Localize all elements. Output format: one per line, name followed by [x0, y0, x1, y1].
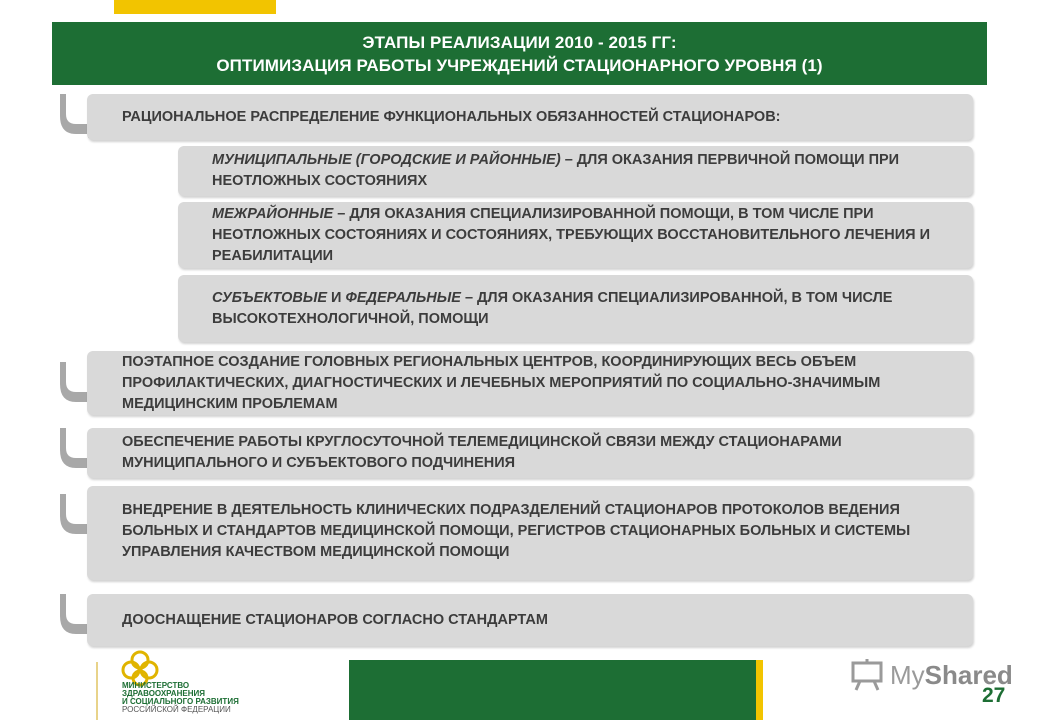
watermark-my: My: [890, 659, 925, 690]
item-emphasis: МУНИЦИПАЛЬНЫЕ (ГОРОДСКИЕ И РАЙОННЫЕ): [212, 152, 561, 168]
item-emphasis: МЕЖРАЙОННЫЕ: [212, 205, 334, 222]
item-text: – ДЛЯ ОКАЗАНИЯ ПЕРВИЧНОЙ ПОМОЩИ ПРИ НЕОТЛОЖНЫХ СОСТОЯНИЯХ: [212, 152, 900, 189]
watermark-shared: Shared: [924, 659, 1013, 690]
ministry-line: И СОЦИАЛЬНОГО РАЗВИТИЯ: [122, 697, 239, 706]
item-text: – ДЛЯ ОКАЗАНИЯ СПЕЦИАЛИЗИРОВАННОЙ, В ТОМ ЧИСЛЕ ВЫСОКОТЕХНОЛОГИЧНОЙ, ПОМОЩИ: [212, 289, 893, 327]
list-item: [87, 428, 973, 478]
item-text: – ДЛЯ ОКАЗАНИЯ СПЕЦИАЛИЗИРОВАННОЙ ПОМОЩИ, В ТОМ ЧИСЛЕ ПРИ НЕОТЛОЖНЫХ СОСТОЯНИЯХ И СОСТОЯНИЯХ, ТРЕБУЮЩИХ ВОССТАНОВИТЕЛЬНОГО ЛЕЧЕНИЯ И РЕАБИЛИТАЦИИ: [212, 205, 931, 264]
list-item: [87, 94, 973, 140]
ministry-line: РОССИЙСКОЙ ФЕДЕРАЦИИ: [122, 705, 231, 714]
list-item: [87, 486, 973, 580]
list-item: [87, 594, 973, 646]
presentation-board-icon: [850, 658, 884, 692]
footer-green-block: [349, 660, 756, 720]
footer-divider: [96, 662, 98, 720]
title-line-2: ОПТИМИЗАЦИЯ РАБОТЫ УЧРЕЖДЕНИЙ СТАЦИОНАРНОГО УРОВНЯ (1): [216, 55, 823, 75]
ministry-name: [122, 682, 332, 714]
list-item: [87, 351, 973, 415]
item-emphasis: ФЕДЕРАЛЬНЫЕ: [345, 289, 461, 306]
slide-title: [52, 22, 987, 85]
ministry-line: ЗДРАВООХРАНЕНИЯ: [122, 689, 205, 698]
sub-list-item: [178, 146, 973, 196]
top-accent-bar: [114, 0, 276, 14]
page-number: 27: [982, 684, 1006, 707]
item-text: И: [327, 289, 346, 306]
ministry-line: МИНИСТЕРСТВО: [122, 681, 190, 690]
item-text: РАЦИОНАЛЬНОЕ РАСПРЕДЕЛЕНИЕ ФУНКЦИОНАЛЬНЫХ ОБЯЗАННОСТЕЙ СТАЦИОНАРОВ:: [122, 108, 781, 125]
item-text: ДООСНАЩЕНИЕ СТАЦИОНАРОВ СОГЛАСНО СТАНДАРТАМ: [122, 611, 548, 628]
sub-list-item: [178, 275, 973, 342]
item-text: ОБЕСПЕЧЕНИЕ РАБОТЫ КРУГЛОСУТОЧНОЙ ТЕЛЕМЕДИЦИНСКОЙ СВЯЗИ МЕЖДУ СТАЦИОНАРАМИ МУНИЦИПАЛЬНОГО И СУБЪЕКТОВОГО ПОДЧИНЕНИЯ: [122, 434, 842, 471]
item-text: ПОЭТАПНОЕ СОЗДАНИЕ ГОЛОВНЫХ РЕГИОНАЛЬНЫХ ЦЕНТРОВ, КООРДИНИРУЮЩИХ ВЕСЬ ОБЪЕМ ПРОФИЛАКТИЧЕСКИХ, ДИАГНОСТИЧЕСКИХ И ЛЕЧЕБНЫХ МЕРОПРИЯТИЙ ПО СОЦИАЛЬНО-ЗНАЧИМЫМ МЕДИЦИНСКИМ ПРОБЛЕМАМ: [122, 353, 881, 412]
item-text: ВНЕДРЕНИЕ В ДЕЯТЕЛЬНОСТЬ КЛИНИЧЕСКИХ ПОДРАЗДЕЛЕНИЙ СТАЦИОНАРОВ ПРОТОКОЛОВ ВЕДЕНИЯ БОЛЬНЫХ И СТАНДАРТОВ МЕДИЦИНСКОЙ ПОМОЩИ, РЕГИСТРОВ СТАЦИОНАРНЫХ БОЛЬНЫХ И СИСТЕМЫ УПРАВЛЕНИЯ КАЧЕСТВОМ МЕДИЦИНСКОЙ ПОМОЩИ: [122, 502, 911, 560]
footer-yellow-strip: [756, 660, 763, 720]
sub-list-item: [178, 202, 973, 268]
title-line-1: ЭТАПЫ РЕАЛИЗАЦИИ 2010 - 2015 ГГ:: [362, 32, 677, 52]
item-emphasis: СУБЪЕКТОВЫЕ: [212, 289, 328, 306]
